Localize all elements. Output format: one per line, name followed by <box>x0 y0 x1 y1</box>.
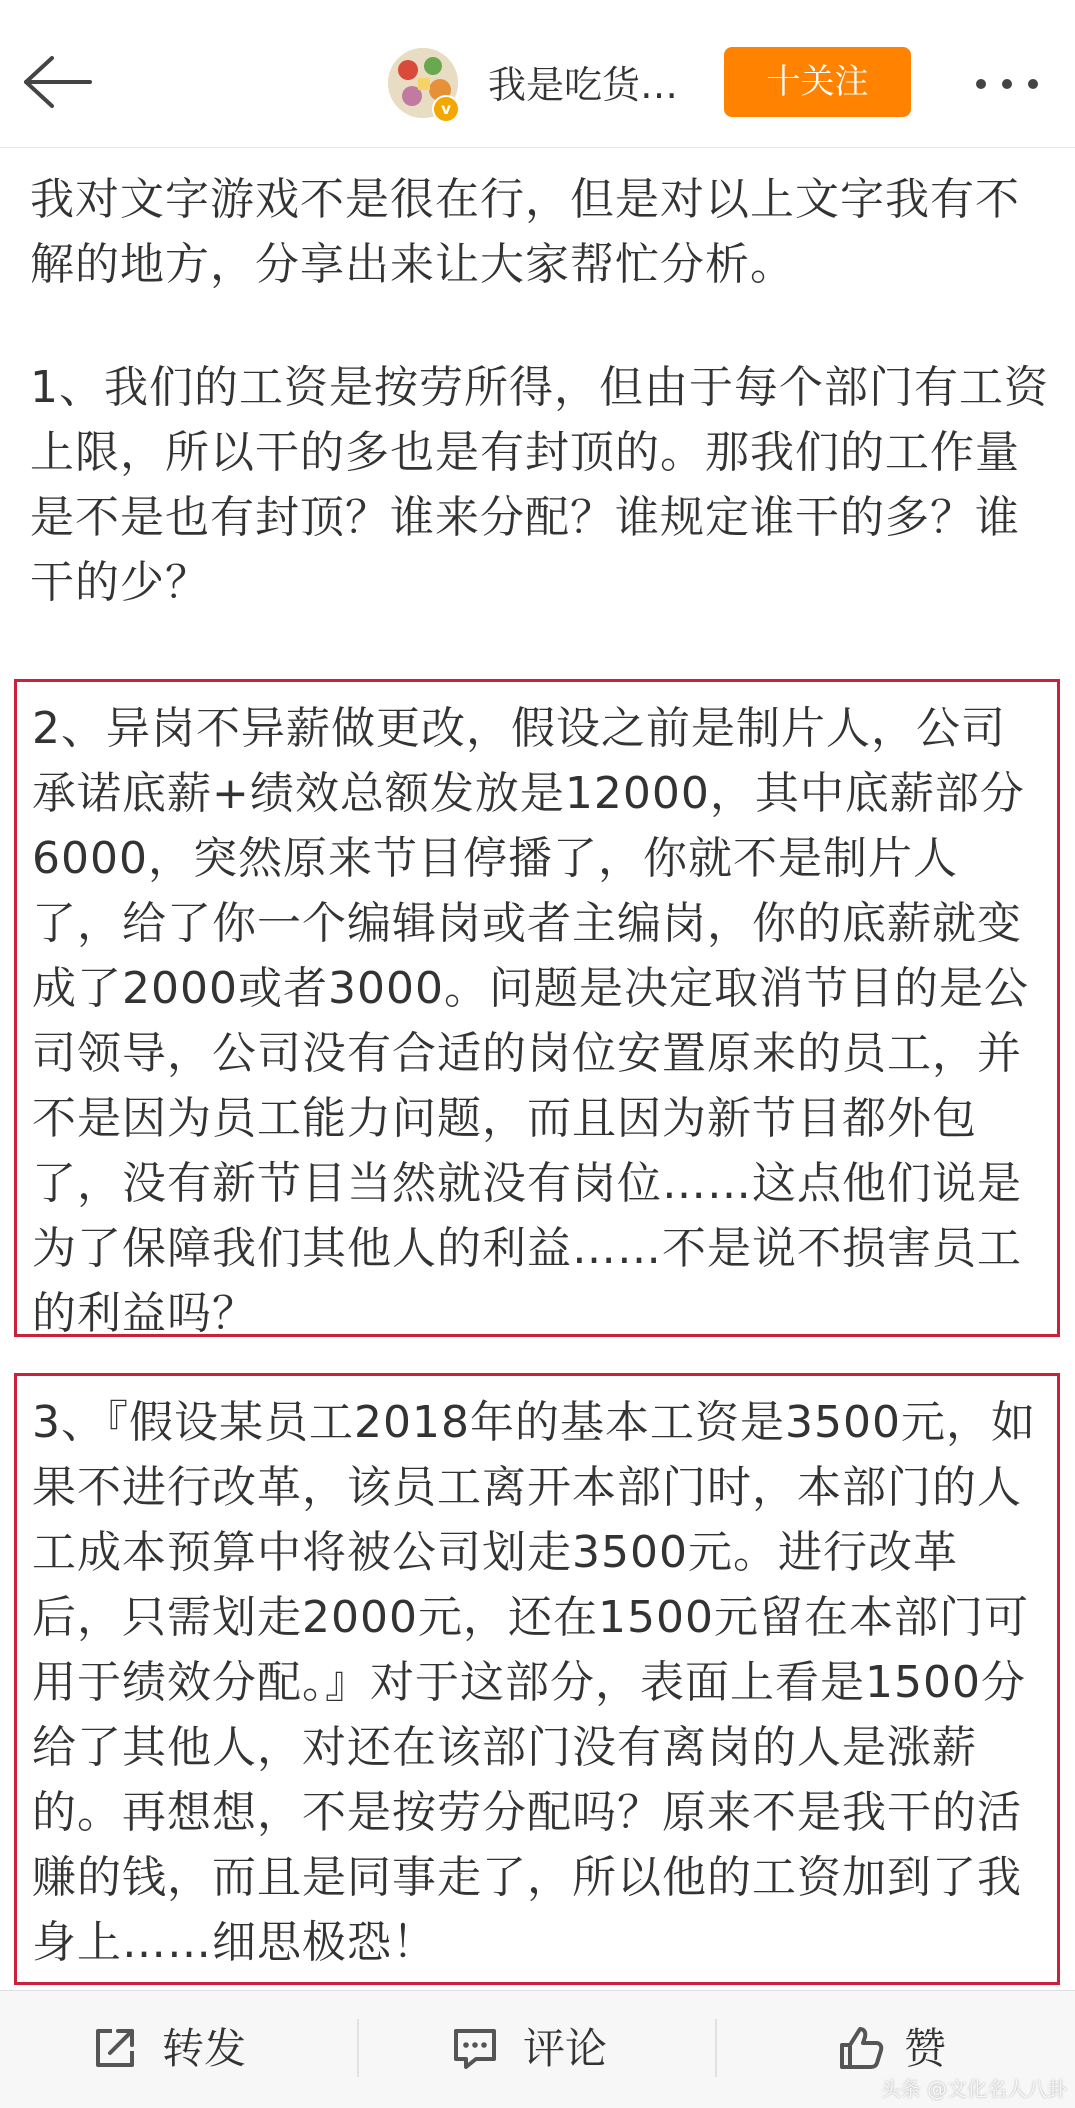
username[interactable]: 我是吃货… <box>488 63 679 107</box>
highlight-box-point-2 <box>14 679 1060 1337</box>
action-bar <box>0 1990 1075 2108</box>
more-dot <box>1002 79 1012 89</box>
more-options-button[interactable] <box>968 64 1048 104</box>
verified-badge-icon: v <box>432 95 460 123</box>
back-button[interactable] <box>18 52 98 112</box>
comment-button[interactable] <box>358 1991 716 2108</box>
post-point-1: 1、我们的工资是按劳所得，但由于每个部门有工资上限，所以干的多也是有封顶的。那我们的工作量是不是也有封顶？谁来分配？谁规定谁干的多？谁干的少？ <box>30 362 1049 608</box>
top-nav-bar <box>0 0 1075 148</box>
repost-button[interactable] <box>0 1991 358 2108</box>
arrow-left-icon <box>18 52 98 112</box>
thumbs-up-icon <box>836 2023 886 2073</box>
watermark: 头条 @文化名人八卦 <box>880 2077 1067 2101</box>
comment-bubble-icon <box>450 2023 500 2073</box>
follow-button[interactable]: 十关注 <box>724 47 911 117</box>
more-dots-icon <box>976 79 986 89</box>
post-point-3: 3、『假设某员工2018年的基本工资是3500元，如果不进行改革，该员工离开本部门时，本部门的人工成本预算中将被公司划走3500元。进行改革后，只需划走2000元，还在1500元留在本部门可用于绩效分配。』对于这部分，表面上看是1500分给了其他人，对还在该部门没有离岗的人是涨薪的。再想想，不是按劳分配吗？原来不是我干的活赚的钱，而且是同事走了，所以他的工资加到了我身上……细思极恐！ <box>32 1397 1036 1968</box>
post-point-2: 2、异岗不异薪做更改，假设之前是制片人，公司承诺底薪+绩效总额发放是12000，其中底薪部分6000，突然原来节目停播了，你就不是制片人了，给了你一个编辑岗或者主编岗，你的底薪就变成了2000或者3000。问题是决定取消节目的是公司领导，公司没有合适的岗位安置原来的员工，并不是因为员工能力问题，而且因为新节目都外包了，没有新节目当然就没有岗位……这点他们说是为了保障我们其他人的利益……不是说不损害员工的利益吗？ <box>32 703 1029 1339</box>
comment-label: 评论 <box>523 2024 608 2073</box>
repost-label: 转发 <box>162 2024 247 2073</box>
highlight-box-point-3 <box>14 1373 1060 1985</box>
more-dot <box>1028 79 1038 89</box>
like-label: 赞 <box>904 2024 947 2073</box>
post-intro-text: 我对文字游戏不是很在行，但是对以上文字我有不解的地方，分享出来让大家帮忙分析。 <box>30 174 1020 290</box>
share-out-icon <box>90 2023 140 2073</box>
